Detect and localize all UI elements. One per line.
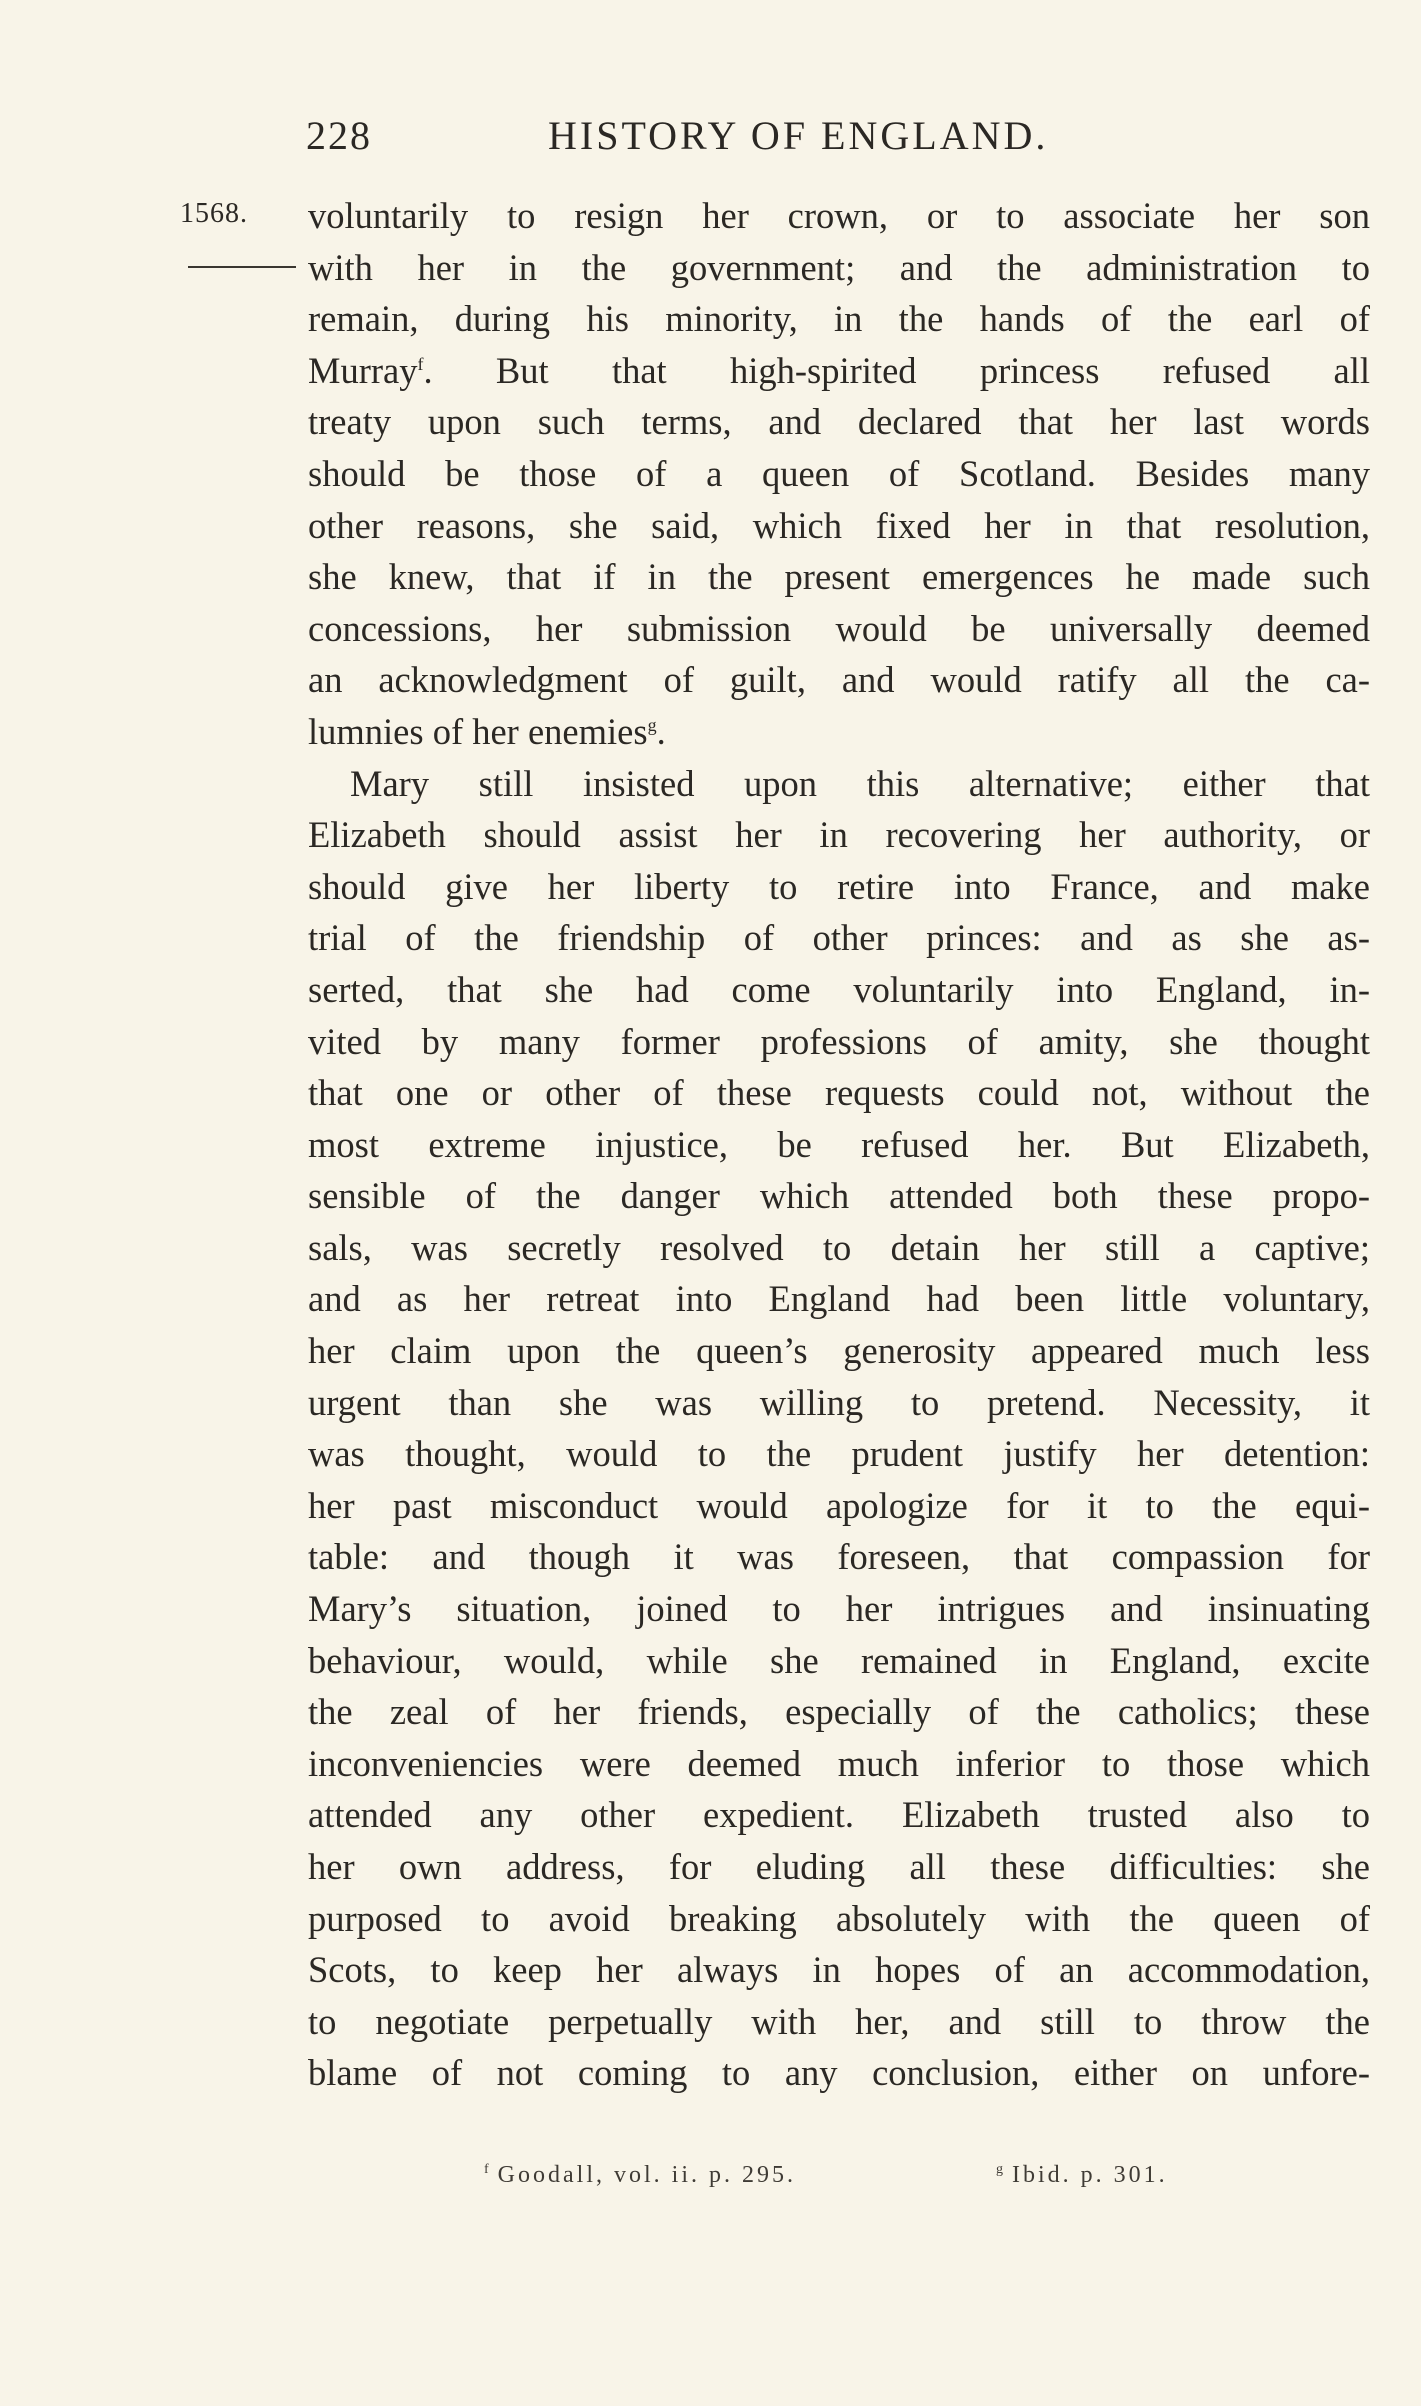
text-line: Scots, to keep her always in hopes of an accommodation, — [308, 1949, 1370, 1991]
text-line: with her in the government; and the administration to — [308, 246, 1370, 288]
text-line: to negotiate perpetually with her, and still to throw the — [308, 2000, 1370, 2042]
text-line: concessions, her submission would be universally deemed — [308, 607, 1370, 649]
text-line: Elizabeth should assist her in recovering her authority, or — [308, 814, 1370, 856]
text-line: was thought, would to the prudent justify her detention: — [308, 1433, 1370, 1475]
footnote-ref-f: f — [417, 353, 424, 374]
text-line: her past misconduct would apologize for it to the equi- — [308, 1484, 1370, 1526]
page-title: HISTORY OF ENGLAND. — [548, 113, 1049, 158]
text-line: the zeal of her friends, especially of the catholics; these — [308, 1691, 1370, 1733]
text-line: Mary still insisted upon this alternative; either that — [350, 762, 1370, 804]
text-line: attended any other expedient. Elizabeth trusted also to — [308, 1794, 1370, 1836]
text-line: other reasons, she said, which fixed her in that resolution, — [308, 504, 1370, 546]
text-line: that one or other of these requests could not, without the — [308, 1072, 1370, 1114]
text-line: remain, during his minority, in the hands of the earl of — [308, 298, 1370, 340]
text-segment: . But that high-spirited princess refused all — [423, 349, 1370, 391]
text-line: Mary’s situation, joined to her intrigues and insinuating — [308, 1588, 1370, 1630]
text-segment: lumnies of her enemies — [308, 710, 648, 752]
footnote-text: Ibid. p. 301. — [1012, 2162, 1168, 2188]
text-line: serted, that she had come voluntarily into England, in- — [308, 968, 1370, 1010]
text-line: treaty upon such terms, and declared that her last words — [308, 401, 1370, 443]
text-line: inconveniencies were deemed much inferior to those which — [308, 1742, 1370, 1784]
text-line: urgent than she was willing to pretend. Necessity, it — [308, 1381, 1370, 1423]
text-line: behaviour, would, while she remained in England, excite — [308, 1639, 1370, 1681]
text-line: her own address, for eluding all these difficulties: she — [308, 1846, 1370, 1887]
text-line: should give her liberty to retire into France, and make — [308, 865, 1370, 907]
text-segment: . — [656, 710, 666, 752]
text-line: vited by many former professions of amity, she thought — [308, 1020, 1370, 1062]
footnote-marker: f — [484, 2162, 489, 2177]
text-line: trial of the friendship of other princes: and as she as- — [308, 917, 1370, 959]
footnote-ref-g: g — [647, 714, 657, 735]
text-line — [308, 706, 1370, 758]
footnote-marker: g — [996, 2162, 1003, 2177]
footnote-f — [484, 2162, 796, 2189]
margin-rule — [188, 266, 296, 268]
text-line: most extreme injustice, be refused her. But Elizabeth, — [308, 1123, 1370, 1165]
body-text — [308, 190, 1370, 2099]
footnote-g — [996, 2162, 1168, 2189]
text-line: and as her retreat into England had been little voluntary, — [308, 1278, 1370, 1320]
text-line: table: and though it was foreseen, that compassion for — [308, 1536, 1370, 1578]
text-line: an acknowledgment of guilt, and would ratify all the ca- — [308, 659, 1370, 701]
text-line: sensible of the danger which attended both these propo- — [308, 1175, 1370, 1217]
text-line: blame of not coming to any conclusion, either on unfore- — [308, 2052, 1370, 2094]
footnote-text: Goodall, vol. ii. p. 295. — [497, 2162, 796, 2188]
running-head — [306, 112, 1136, 172]
text-line — [308, 345, 1370, 397]
text-line: her claim upon the queen’s generosity appeared much less — [308, 1330, 1370, 1372]
text-line: should be those of a queen of Scotland. Besides many — [308, 452, 1370, 494]
text-line: purposed to avoid breaking absolutely with the queen of — [308, 1897, 1370, 1939]
text-line: voluntarily to resign her crown, or to associate her son — [308, 195, 1370, 236]
margin-year: 1568. — [180, 198, 248, 229]
text-line: sals, was secretly resolved to detain her still a captive; — [308, 1226, 1370, 1268]
text-line: she knew, that if in the present emergences he made such — [308, 556, 1370, 598]
text-segment: Murray — [308, 349, 418, 391]
page-number: 228 — [306, 113, 372, 158]
